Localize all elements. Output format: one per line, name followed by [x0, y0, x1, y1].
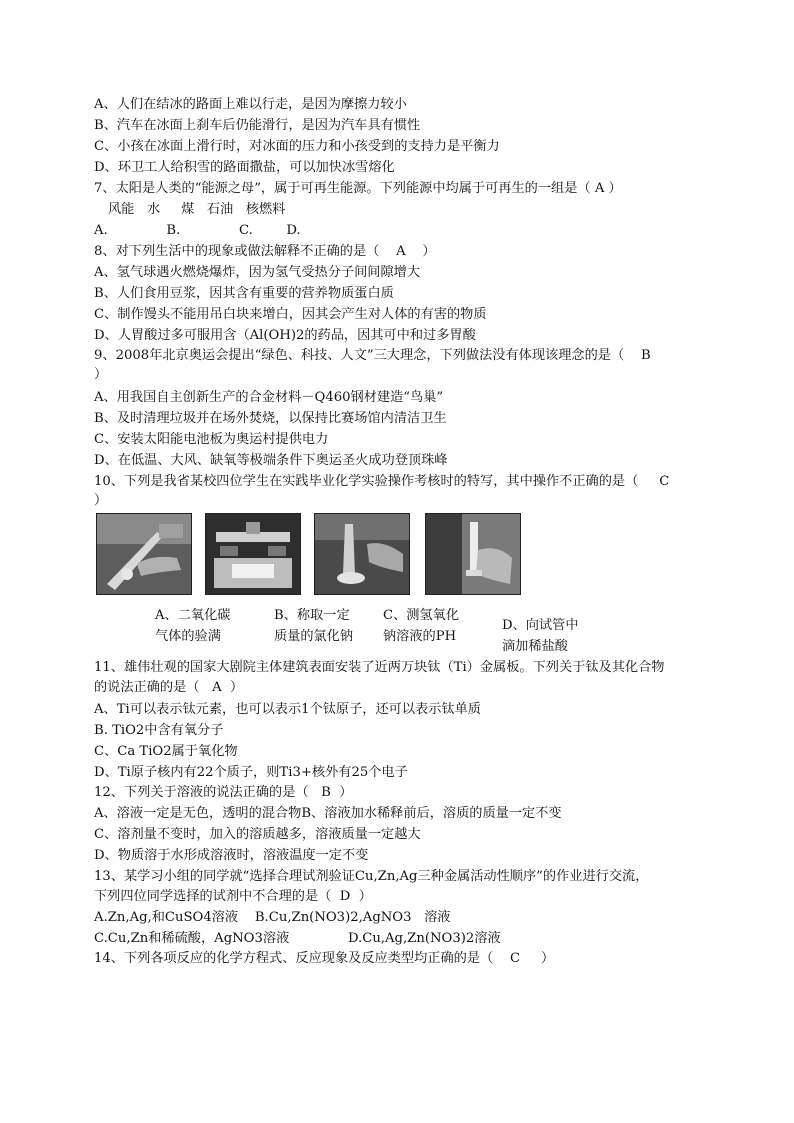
caption-b-line1: B、称取一定 — [274, 608, 350, 623]
q6-option-a: A、人们在结冰的路面上难以行走，是因为摩擦力较小 — [94, 97, 407, 112]
q6-option-b: B、汽车在冰面上刹车后仍能滑行，是因为汽车具有惯性 — [94, 118, 421, 133]
q9-option-b: B、及时清理垃圾并在场外焚烧，以保持比赛场馆内清洁卫生 — [94, 411, 447, 426]
photo-d-adding-acid — [425, 513, 521, 595]
q9-option-d: D、在低温、大风、缺氧等极端条件下奥运圣火成功登顶珠峰 — [94, 453, 448, 468]
q14-stem: 14、下列各项反应的化学方程式、反应现象及反应类型均正确的是（ C ） — [94, 951, 555, 966]
caption-a-line2: 气体的验满 — [155, 629, 221, 644]
q12-stem: 12、下列关于溶液的说法正确的是（ B ） — [94, 785, 353, 800]
q11-stem-cont: 的说法正确的是（ A ） — [94, 680, 244, 695]
q8-stem: 8、对下列生活中的现象或做法解释不正确的是（ A ） — [94, 244, 436, 259]
q7-options: A. B. C. D. — [94, 223, 301, 238]
q11-stem: 11、雄伟壮观的国家大剧院主体建筑表面安装了近两万块钛（Ti）金属板。下列关于钛及其化合物 — [94, 660, 665, 675]
q13-option-ab: A.Zn,Ag,和CuSO4溶液 B.Cu,Zn(NO3)2,AgNO3 溶液 — [94, 910, 451, 925]
photo-c-ph-test — [314, 513, 410, 595]
q6-option-c: C、小孩在冰面上滑行时，对冰面的压力和小孩受到的支持力是平衡力 — [94, 139, 500, 154]
q13-option-cd: C.Cu,Zn和稀硫酸，AgNO3溶液 D.Cu,Ag,Zn(NO3)2溶液 — [94, 931, 501, 946]
caption-a-line1: A、二氧化碳 — [155, 608, 231, 623]
q11-option-c: C、Ca TiO2属于氧化物 — [94, 744, 238, 759]
q7-energy-items: 风能 水 煤 石油 核燃料 — [108, 202, 286, 217]
q11-option-b: B. TiO2中含有氧分子 — [94, 723, 224, 738]
q12-option-ab: A、溶液一定是无色，透明的混合物B、溶液加水稀释前后，溶质的质量一定不变 — [94, 806, 562, 821]
caption-d-line1: D、向试管中 — [502, 618, 579, 633]
caption-c-line1: C、测氢氧化 — [383, 608, 460, 623]
q8-option-a: A、氢气球遇火燃烧爆炸，因为氢气受热分子间间隙增大 — [94, 265, 421, 280]
photo-a-co2-test — [96, 513, 192, 595]
q8-option-b: B、人们食用豆浆，因其含有重要的营养物质蛋白质 — [94, 286, 394, 301]
q8-option-d: D、人胃酸过多可服用含（Al(OH)2的药品，因其可中和过多胃酸 — [94, 328, 476, 343]
q6-option-d: D、环卫工人给积雪的路面撒盐，可以加快冰雪熔化 — [94, 160, 395, 175]
q13-stem-cont: 下列四位同学选择的试剂中不合理的是（ D ） — [94, 889, 372, 904]
q10-stem-close: ） — [94, 493, 108, 508]
photo-b-weighing-nacl — [205, 513, 301, 595]
caption-b-line2: 质量的氯化钠 — [274, 629, 354, 644]
caption-c-line2: 钠溶液的PH — [383, 629, 457, 644]
q12-option-d: D、物质溶于水形成溶液时，溶液温度一定不变 — [94, 848, 369, 863]
q12-option-c: C、溶剂量不变时，加入的溶质越多，溶液质量一定越大 — [94, 827, 421, 842]
q10-stem: 10、下列是我省某校四位学生在实践毕业化学实验操作考核时的特写，其中操作不正确的是（ C — [94, 474, 670, 489]
q9-stem-close: ） — [94, 367, 108, 382]
q9-option-a: A、用我国自主创新生产的合金材料－Q460钢材建造“鸟巢” — [94, 390, 444, 405]
q11-option-a: A、Ti可以表示钛元素，也可以表示1个钛原子，还可以表示钛单质 — [94, 702, 481, 717]
q13-stem: 13、某学习小组的同学就“选择合理试剂验证Cu,Zn,Ag三种金属活动性顺序”的作业进行交流， — [94, 869, 649, 884]
q9-stem: 9、2008年北京奥运会提出“绿色、科技、人文”三大理念，下列做法没有体现该理念的是（ B — [94, 348, 651, 363]
q11-option-d: D、Ti原子核内有22个质子，则Ti3+核外有25个电子 — [94, 765, 408, 780]
q9-option-c: C、安装太阳能电池板为奥运村提供电力 — [94, 432, 329, 447]
caption-d-line2: 滴加稀盐酸 — [502, 639, 568, 654]
q7-stem: 7、太阳是人类的“能源之母”，属于可再生能源。下列能源中均属于可再生的一组是（ A ） — [94, 181, 622, 196]
q8-option-c: C、制作馒头不能用吊白块来增白，因其会产生对人体的有害的物质 — [94, 307, 487, 322]
